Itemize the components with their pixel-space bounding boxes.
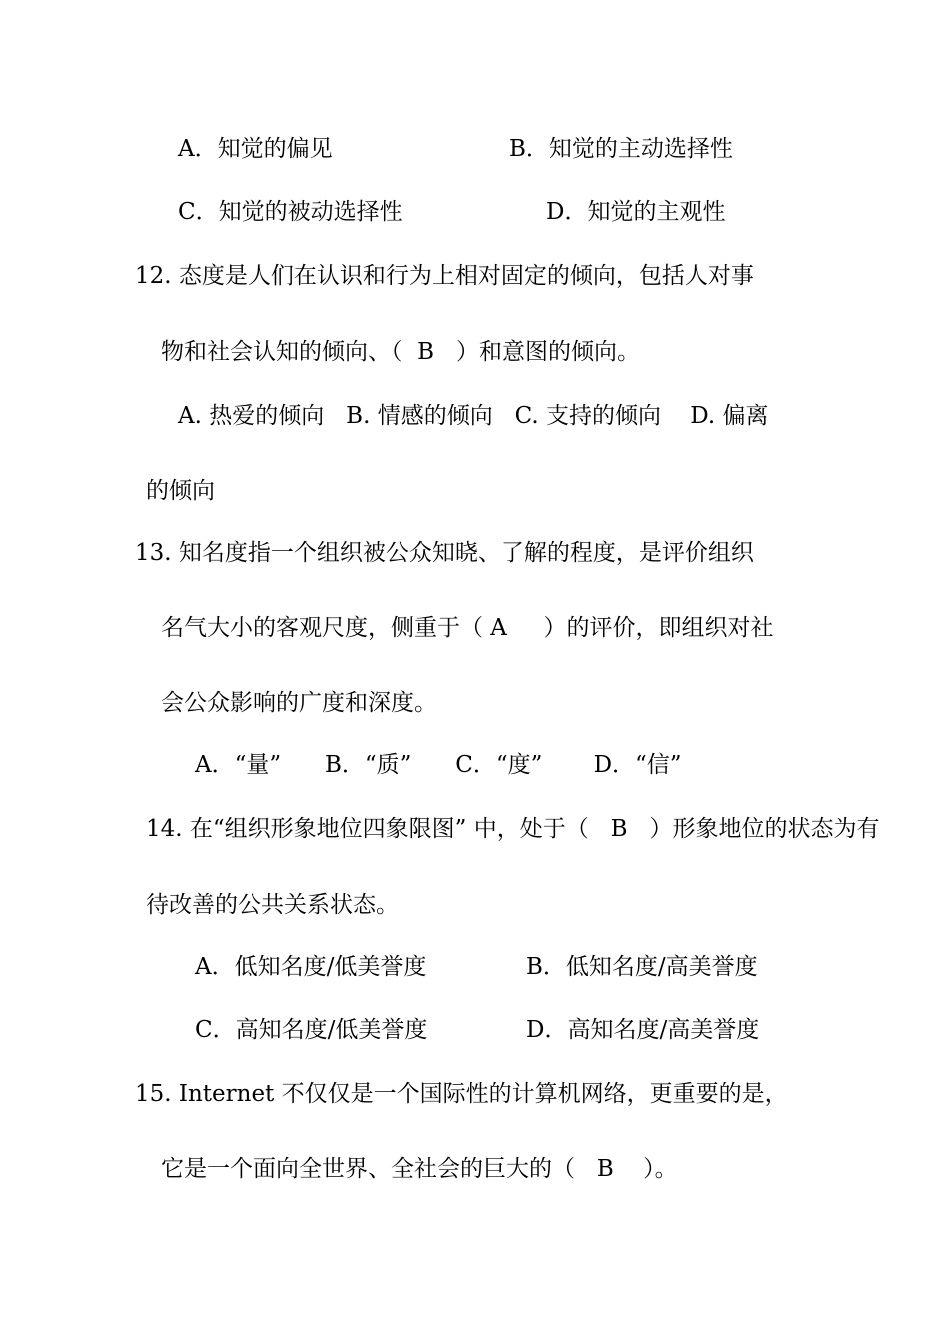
q11-option-c: C．知觉的被动选择性 xyxy=(178,199,403,225)
q13-options: A．“量” B．“质” C．“度” D．“信” xyxy=(195,752,682,778)
q15-stem-line-1: 15. Internet 不仅仅是一个国际性的计算机网络，更重要的是， xyxy=(135,1081,788,1107)
q13-stem-line-2: 名气大小的客观尺度，侧重于（ A ）的评价，即组织对社 xyxy=(161,615,774,641)
q12-stem-line-2: 物和社会认知的倾向、（ B ）和意图的倾向。 xyxy=(161,339,640,365)
q11-option-b: B．知觉的主动选择性 xyxy=(509,136,733,162)
q12-options-continued: 的倾向 xyxy=(146,478,215,504)
q13-stem-line-1: 13. 知名度指一个组织被公众知晓、了解的程度，是评价组织 xyxy=(135,540,754,566)
q14-stem-line-2: 待改善的公共关系状态。 xyxy=(146,892,399,918)
q14-option-c: C．高知名度/低美誉度 xyxy=(195,1017,428,1043)
q11-option-d: D．知觉的主观性 xyxy=(546,199,726,225)
q14-option-a: A．低知名度/低美誉度 xyxy=(195,954,427,980)
q13-stem-line-3: 会公众影响的广度和深度。 xyxy=(161,690,437,716)
q12-options: A. 热爱的倾向 B. 情感的倾向 C. 支持的倾向 D. 偏离 xyxy=(178,403,769,429)
q14-option-d: D．高知名度/高美誉度 xyxy=(526,1017,760,1043)
q11-option-a: A．知觉的偏见 xyxy=(178,136,333,162)
q12-stem-line-1: 12. 态度是人们在认识和行为上相对固定的倾向，包括人对事 xyxy=(135,263,754,289)
q14-option-b: B．低知名度/高美誉度 xyxy=(526,954,758,980)
q14-stem-line-1: 14. 在“组织形象地位四象限图” 中，处于（ B ）形象地位的状态为有 xyxy=(146,816,880,842)
q15-stem-line-2: 它是一个面向全世界、全社会的巨大的（ B ）。 xyxy=(161,1156,678,1182)
